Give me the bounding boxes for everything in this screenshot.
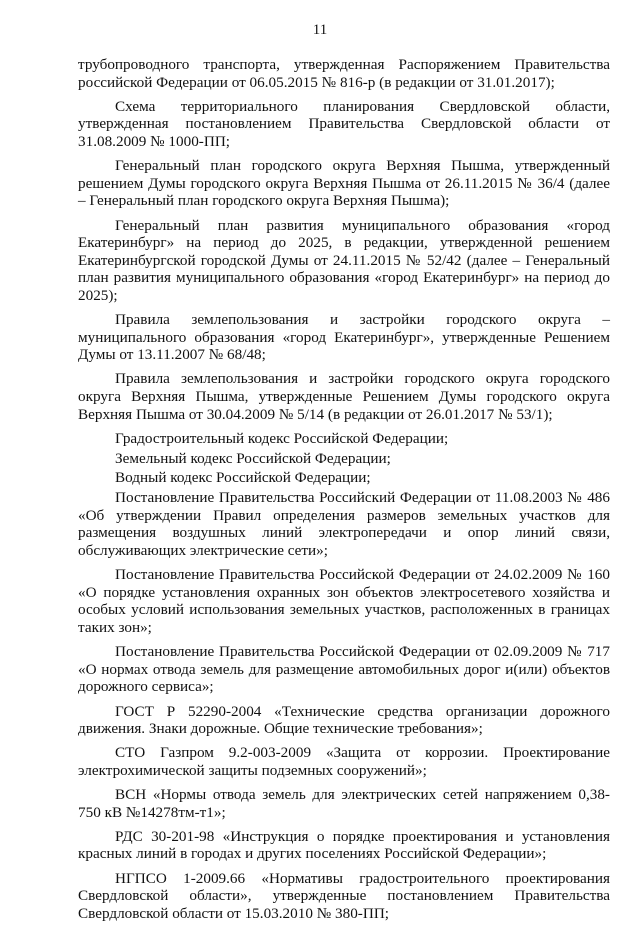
paragraph-sto-gazprom: СТО Газпром 9.2-003-2009 «Защита от коррозии. Проектирование электрохимической защиты подземных сооружений»; [78,744,610,779]
paragraph-resolution-160: Постановление Правительства Российской Федерации от 24.02.2009 № 160 «О порядке установления охранных зон объектов электросетевого хозяйства и особых условий использования земельных участков, расположенных в границах таких зон»; [78,566,610,636]
page-number: 11 [312,22,328,38]
paragraph-gost-52290: ГОСТ Р 52290-2004 «Технические средства организации дорожного движения. Знаки дорожные. Общие технические требования»; [78,702,610,738]
document-body [78,56,610,929]
paragraph-vsn-norms: ВСН «Нормы отвода земель для электрических сетей напряжением 0,38-750 кВ №14278тм-т1»; [78,786,610,821]
paragraph-water-code: Водный кодекс Российской Федерации; [115,469,371,487]
paragraph-regional-planning-scheme: Схема территориального планирования Свердловской области, утвержденная постановлением Правительства Свердловской области от 31.08.2009 № 1000-ПП; [78,97,610,150]
paragraph-ekaterinburg-general-plan: Генеральный план развития муниципального образования «город Екатеринбург» на период до 2025, в редакции, утвержденной решением Екатеринбургской городской Думы от 24.11.2015 № 52/42 (далее – Генеральный план развития муниципального образования «город Екатеринбург» на период до 2025); [78,216,610,304]
paragraph-land-code: Земельный кодекс Российской Федерации; [115,449,391,467]
paragraph-ngpso: НГПСО 1-2009.66 «Нормативы градостроительного проектирования Свердловской области», утвержденные постановлением Правительства Свердловской области от 15.03.2010 № 380-ПП; [78,869,610,922]
paragraph-resolution-486: Постановление Правительства Российский Федерации от 11.08.2003 № 486 «Об утверждении Правил определения размеров земельных участков для размещения воздушных линий электропередачи и опор линий связи, обслуживающих электрические сети»; [78,489,610,559]
paragraph-verkhnyaya-pyshma-general-plan: Генеральный план городского округа Верхняя Пышма, утвержденный решением Думы городского округа Верхняя Пышма от 26.11.2015 № 36/4 (далее – Генеральный план городского округа Верхняя Пышма); [78,157,610,210]
paragraph-urban-planning-code: Градостроительный кодекс Российской Федерации; [115,429,449,447]
paragraph-resolution-717: Постановление Правительства Российской Федерации от 02.09.2009 № 717 «О нормах отвода земель для размещение автомобильных дорог и(или) объектов дорожного сервиса»; [78,643,610,696]
paragraph-ekaterinburg-land-use-rules: Правила землепользования и застройки городского округа – муниципального образования «город Екатеринбург», утвержденные Решением Думы от 13.11.2007 № 68/48; [78,311,610,364]
paragraph-verkhnyaya-pyshma-land-use-rules: Правила землепользования и застройки городского округа городского округа Верхняя Пышма, утвержденные Решением Думы городского округа Верхняя Пышма от 30.04.2009 № 5/14 (в редакции от 26.01.2017 № 53/1); [78,370,610,423]
paragraph-pipeline-transport-scheme: трубопроводного транспорта, утвержденная Распоряжением Правительства российской Федерации от 06.05.2015 № 816-р (в редакции от 31.01.2017); [78,56,610,91]
paragraph-rds-30-201-98: РДС 30-201-98 «Инструкция о порядке проектирования и установления красных линий в городах и других поселениях Российской Федерации»; [78,827,610,863]
